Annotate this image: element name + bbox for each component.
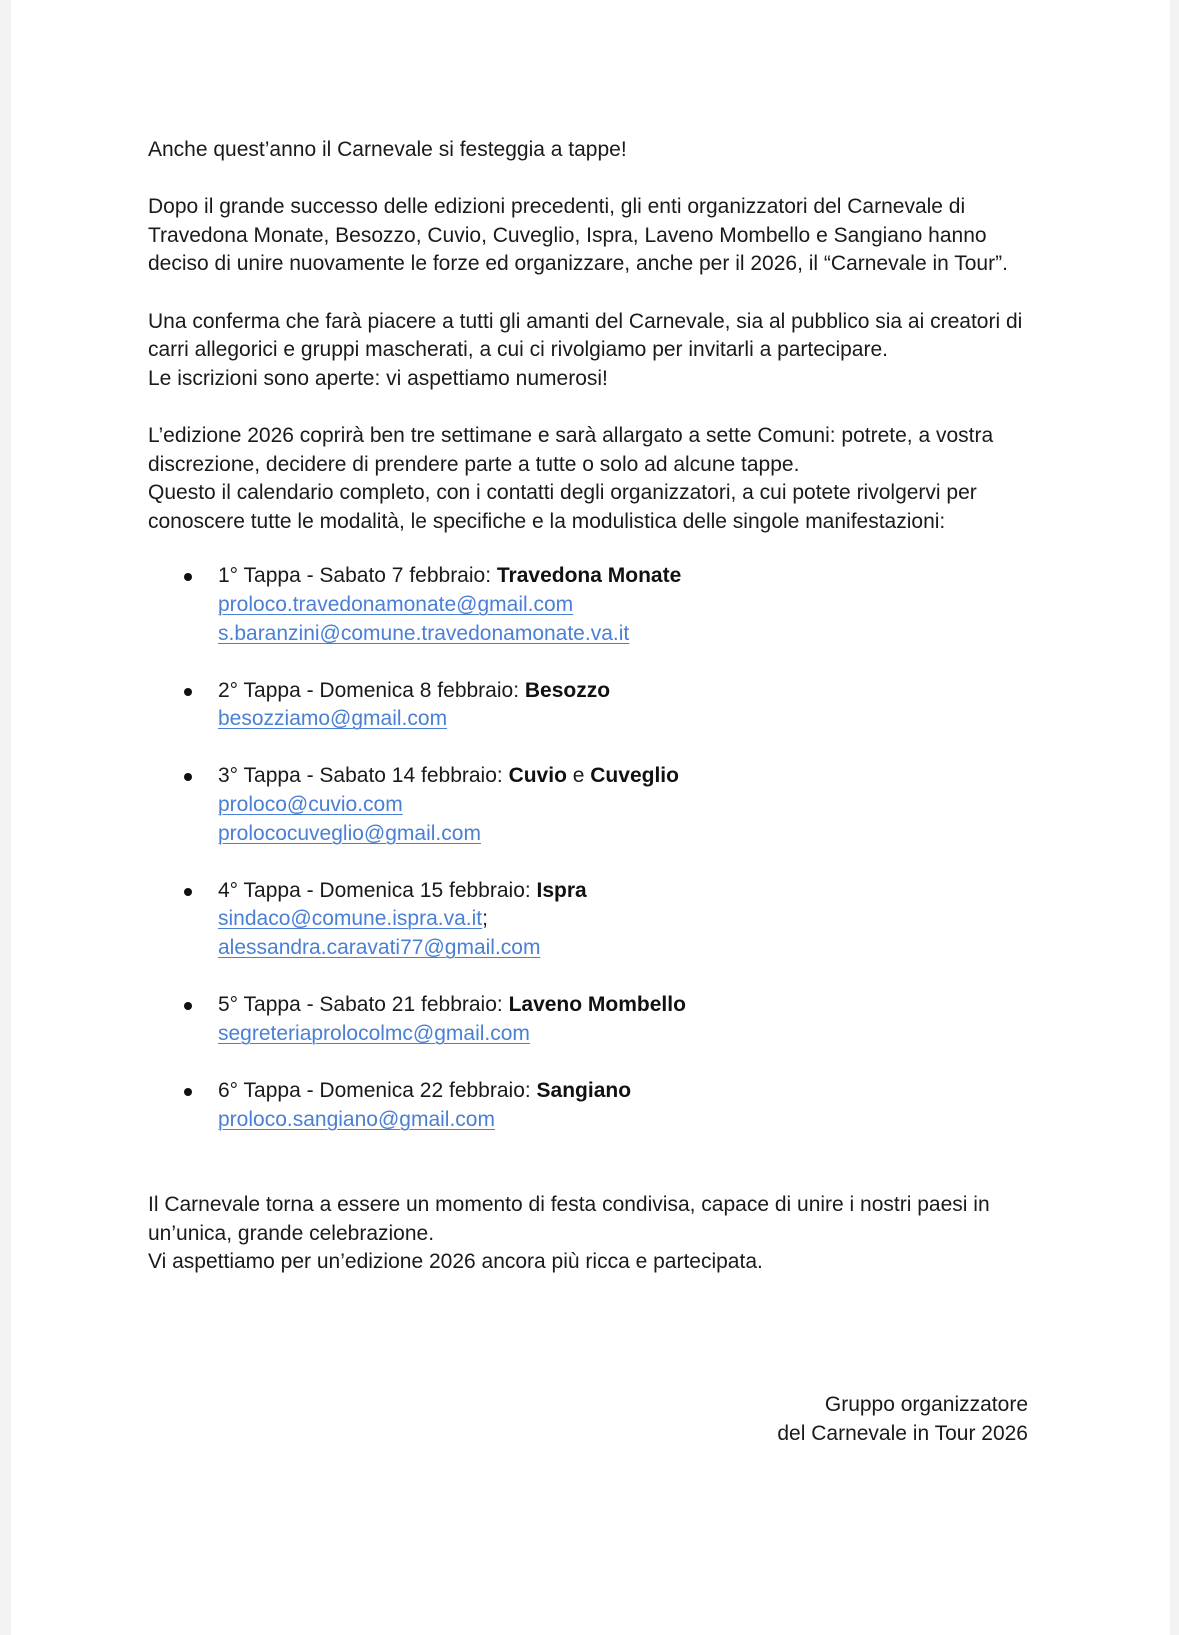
stage-place: Besozzo <box>524 678 611 702</box>
email-link[interactable]: s.baranzini@comune.travedonamonate.va.it <box>218 621 630 645</box>
email-link[interactable]: segreteriaprolocolmc@gmail.com <box>218 1021 530 1045</box>
stage-place: Laveno Mombello <box>508 993 686 1017</box>
stage-place: Cuvio <box>508 764 567 788</box>
stage-label: 4° Tappa - Domenica 15 febbraio: <box>218 878 537 902</box>
email-link[interactable]: besozziamo@gmail.com <box>218 707 448 731</box>
closing-line-2: Vi aspettiamo per un’edizione 2026 ancora più ricca e partecipata. <box>148 1250 763 1274</box>
stage-item <box>148 877 1038 963</box>
signature-line-2: del Carnevale in Tour 2026 <box>777 1421 1028 1445</box>
email-link[interactable]: sindaco@comune.ispra.va.it <box>218 907 483 931</box>
signature-line-1: Gruppo organizzatore <box>824 1393 1028 1416</box>
paragraph-3-line-1: L’edizione 2026 coprirà ben tre settimane e sarà allargato a sette Comuni: potrete, a vostra discrezione, decidere di prendere parte a tutte o solo ad alcune tappe. <box>148 423 994 476</box>
stage-place-2: Cuveglio <box>590 764 679 788</box>
stage-label: 1° Tappa - Sabato 7 febbraio: <box>218 564 497 588</box>
bullet-icon <box>184 888 192 896</box>
stage-place: Ispra <box>536 878 587 902</box>
email-separator: ; <box>482 907 488 931</box>
stage-label: 2° Tappa - Domenica 8 febbraio: <box>218 678 525 702</box>
bullet-icon <box>184 1088 192 1096</box>
stage-item <box>148 1077 1038 1134</box>
stage-item <box>148 677 1038 734</box>
paragraph-2-line-2: Le iscrizioni sono aperte: vi aspettiamo numerosi! <box>148 366 608 390</box>
email-link[interactable]: proloco.sangiano@gmail.com <box>218 1107 495 1131</box>
email-link[interactable]: prolococuveglio@gmail.com <box>218 821 481 845</box>
stage-connector: e <box>566 764 591 788</box>
bullet-icon <box>184 773 192 781</box>
bullet-icon <box>184 688 192 696</box>
paragraph-1: Dopo il grande successo delle edizioni precedenti, gli enti organizzatori del Carnevale di Travedona Monate, Besozzo, Cuvio, Cuveglio, Ispra, Laveno Mombello e Sangiano hanno deciso di unire nuovamente le forze ed organizzare, anche per il 2026, il “Carnevale in Tour”. <box>148 195 1008 276</box>
email-link[interactable]: alessandra.caravati77@gmail.com <box>218 936 541 960</box>
stage-item <box>148 991 1038 1048</box>
intro-line: Anche quest’anno il Carnevale si festeggia a tappe! <box>148 138 627 161</box>
stage-label: 5° Tappa - Sabato 21 febbraio: <box>218 993 509 1017</box>
document-page <box>11 0 1170 1635</box>
stage-label: 3° Tappa - Sabato 14 febbraio: <box>218 764 509 788</box>
document-body <box>148 136 1038 1277</box>
closing-line-1: Il Carnevale torna a essere un momento di festa condivisa, capace di unire i nostri paesi in un’unica, grande celebrazione. <box>148 1193 990 1245</box>
signature <box>777 1391 1028 1448</box>
paragraph-2-line-1: Una conferma che farà piacere a tutti gli amanti del Carnevale, sia al pubblico sia ai creatori di carri allegorici e gruppi mascherati, a cui ci rivolgiamo per invitarli a partecipare. <box>148 309 1023 362</box>
email-link[interactable]: proloco@cuvio.com <box>218 793 403 817</box>
paragraph-3-line-2: Questo il calendario completo, con i contatti degli organizzatori, a cui potete rivolgervi per conoscere tutte le modalità, le specifiche e la modulistica delle singole manifestazioni: <box>148 481 977 533</box>
stage-item <box>148 562 1038 648</box>
bullet-icon <box>184 573 192 581</box>
stages-list <box>148 562 1038 1134</box>
stage-item <box>148 762 1038 848</box>
stage-place: Sangiano <box>536 1079 632 1102</box>
bullet-icon <box>184 1002 192 1010</box>
stage-label: 6° Tappa - Domenica 22 febbraio: <box>218 1079 537 1102</box>
email-link[interactable]: proloco.travedonamonate@gmail.com <box>218 592 574 616</box>
stage-place: Travedona Monate <box>496 564 682 588</box>
